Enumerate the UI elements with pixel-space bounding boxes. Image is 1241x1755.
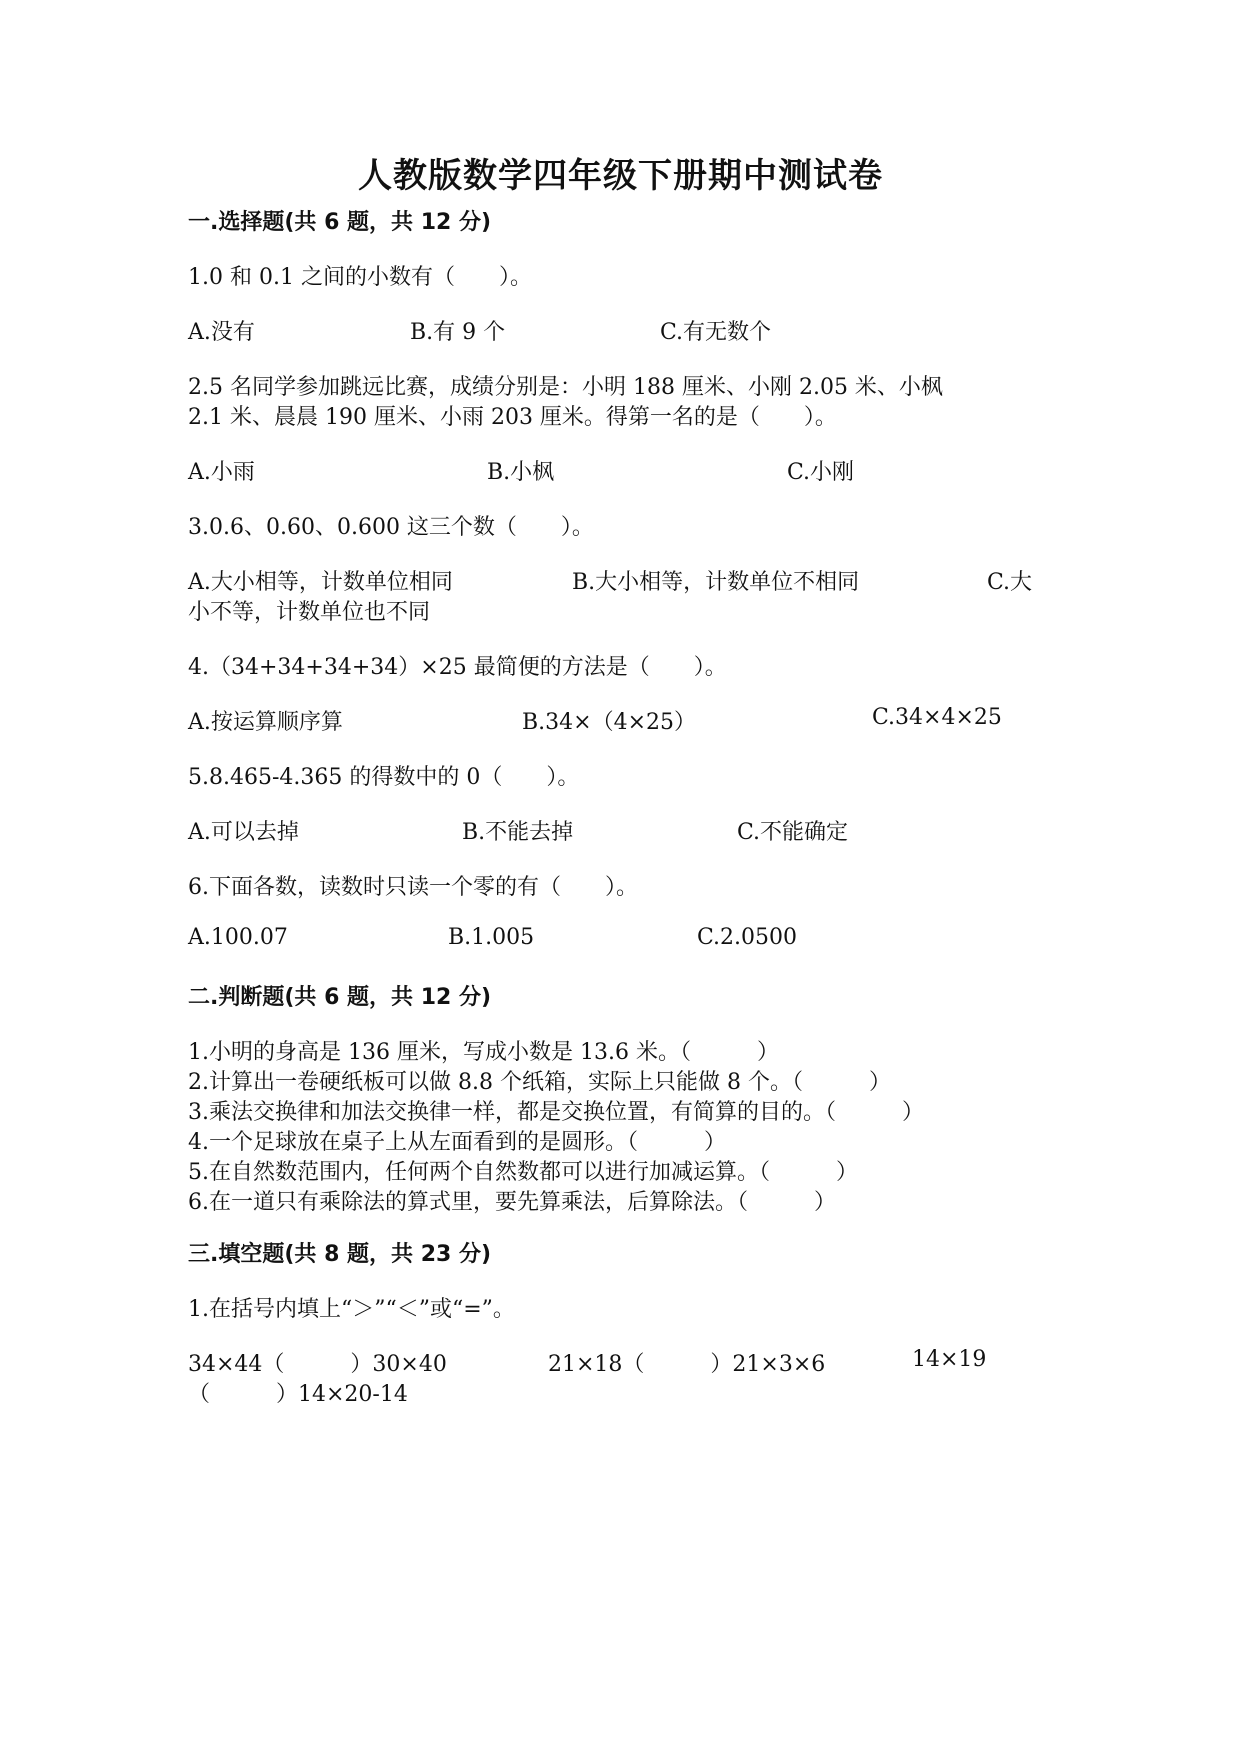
option-a: A.按运算顺序算	[188, 710, 343, 735]
judgement-item: 3.乘法交换律和加法交换律一样，都是交换位置，有简算的目的。（ ）	[188, 1100, 924, 1125]
option-b: B.大小相等，计数单位不相同	[572, 570, 860, 595]
judgement-item: 6.在一道只有乘除法的算式里，要先算乘法，后算除法。（ ）	[188, 1190, 836, 1215]
option-c: C.大	[987, 570, 1033, 595]
judgement-item: 5.在自然数范围内，任何两个自然数都可以进行加减运算。（ ）	[188, 1160, 858, 1185]
section-heading-choice: 一.选择题(共 6 题，共 12 分)	[188, 210, 492, 235]
question-stem: 2.1 米、晨晨 190 厘米、小雨 203 厘米。得第一名的是（ ）。	[188, 405, 837, 430]
question-stem: 4.（34+34+34+34）×25 最简便的方法是（ ）。	[188, 655, 727, 680]
judgement-item: 2.计算出一卷硬纸板可以做 8.8 个纸箱，实际上只能做 8 个。（ ）	[188, 1070, 891, 1095]
option-a: A.100.07	[188, 925, 288, 950]
option-c: C.2.0500	[697, 925, 798, 950]
comparison-expression: 21×18（ ）21×3×6	[548, 1352, 826, 1377]
option-a: A.可以去掉	[188, 820, 299, 845]
comparison-expression: 14×19	[912, 1347, 987, 1372]
option-b: B.不能去掉	[462, 820, 574, 845]
option-a: A.小雨	[188, 460, 255, 485]
comparison-expression-continued: （ ）14×20-14	[188, 1382, 408, 1407]
question-stem: 2.5 名同学参加跳远比赛，成绩分别是：小明 188 厘米、小刚 2.05 米、小枫	[188, 375, 943, 400]
option-c: C.不能确定	[737, 820, 849, 845]
question-stem: 3.0.6、0.60、0.600 这三个数（ ）。	[188, 515, 594, 540]
option-b: B.有 9 个	[410, 320, 506, 345]
question-stem: 5.8.465-4.365 的得数中的 0（ ）。	[188, 765, 580, 790]
judgement-item: 4.一个足球放在桌子上从左面看到的是圆形。（ ）	[188, 1130, 726, 1155]
section-heading-judgement: 二.判断题(共 6 题，共 12 分)	[188, 985, 492, 1010]
question-stem: 6.下面各数，读数时只读一个零的有（ ）。	[188, 875, 638, 900]
comparison-expression: 34×44（ ）30×40	[188, 1352, 447, 1377]
option-c-continued: 小不等，计数单位也不同	[188, 600, 431, 625]
option-b: B.小枫	[487, 460, 555, 485]
option-c: C.34×4×25	[872, 705, 1002, 730]
option-a: A.大小相等，计数单位相同	[188, 570, 453, 595]
judgement-item: 1.小明的身高是 136 厘米，写成小数是 13.6 米。（ ）	[188, 1040, 779, 1065]
option-a: A.没有	[188, 320, 255, 345]
option-c: C.有无数个	[660, 320, 772, 345]
option-b: B.34×（4×25）	[522, 710, 697, 735]
page-title: 人教版数学四年级下册期中测试卷	[358, 156, 883, 196]
section-heading-fill: 三.填空题(共 8 题，共 23 分)	[188, 1242, 492, 1267]
question-stem: 1.0 和 0.1 之间的小数有（ ）。	[188, 265, 532, 290]
option-b: B.1.005	[448, 925, 535, 950]
question-stem: 1.在括号内填上“＞”“＜”或“=”。	[188, 1297, 515, 1322]
option-c: C.小刚	[787, 460, 855, 485]
